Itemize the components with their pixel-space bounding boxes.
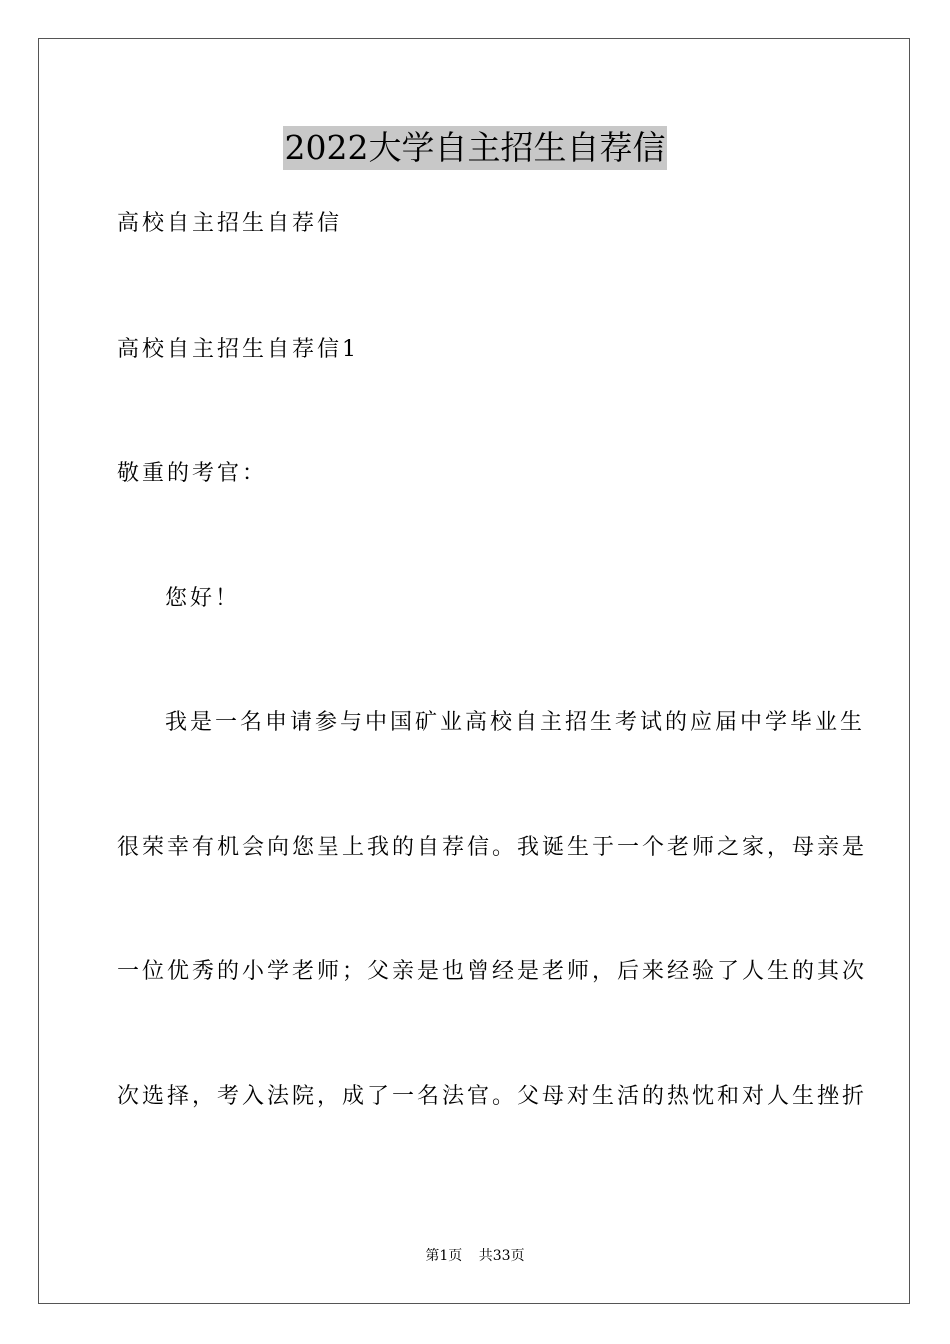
page-footer (0, 1247, 950, 1265)
paragraph-line-1: 我是一名申请参与中国矿业高校自主招生考试的应届中学毕业生 (165, 710, 866, 735)
title-container (0, 126, 950, 170)
paragraph-line-4: 次选择，考入法院，成了一名法官。父母对生活的热忱和对人生挫折 (117, 1084, 868, 1109)
paragraph-line-3: 一位优秀的小学老师；父亲是也曾经是老师，后来经验了人生的其次 (117, 959, 868, 984)
salutation: 敬重的考官： (117, 461, 268, 486)
greeting: 您好！ (165, 586, 241, 611)
page-number-total: 共33页 (478, 1248, 525, 1264)
paragraph-line-2: 很荣幸有机会向您呈上我的自荐信。我诞生于一个老师之家，母亲是 (117, 835, 868, 860)
text-line-1: 高校自主招生自荐信 (117, 211, 343, 236)
text-line-2: 高校自主招生自荐信1 (117, 337, 359, 362)
document-title: 2022大学自主招生自荐信 (283, 126, 668, 170)
page-number-current: 第1页 (425, 1248, 463, 1264)
